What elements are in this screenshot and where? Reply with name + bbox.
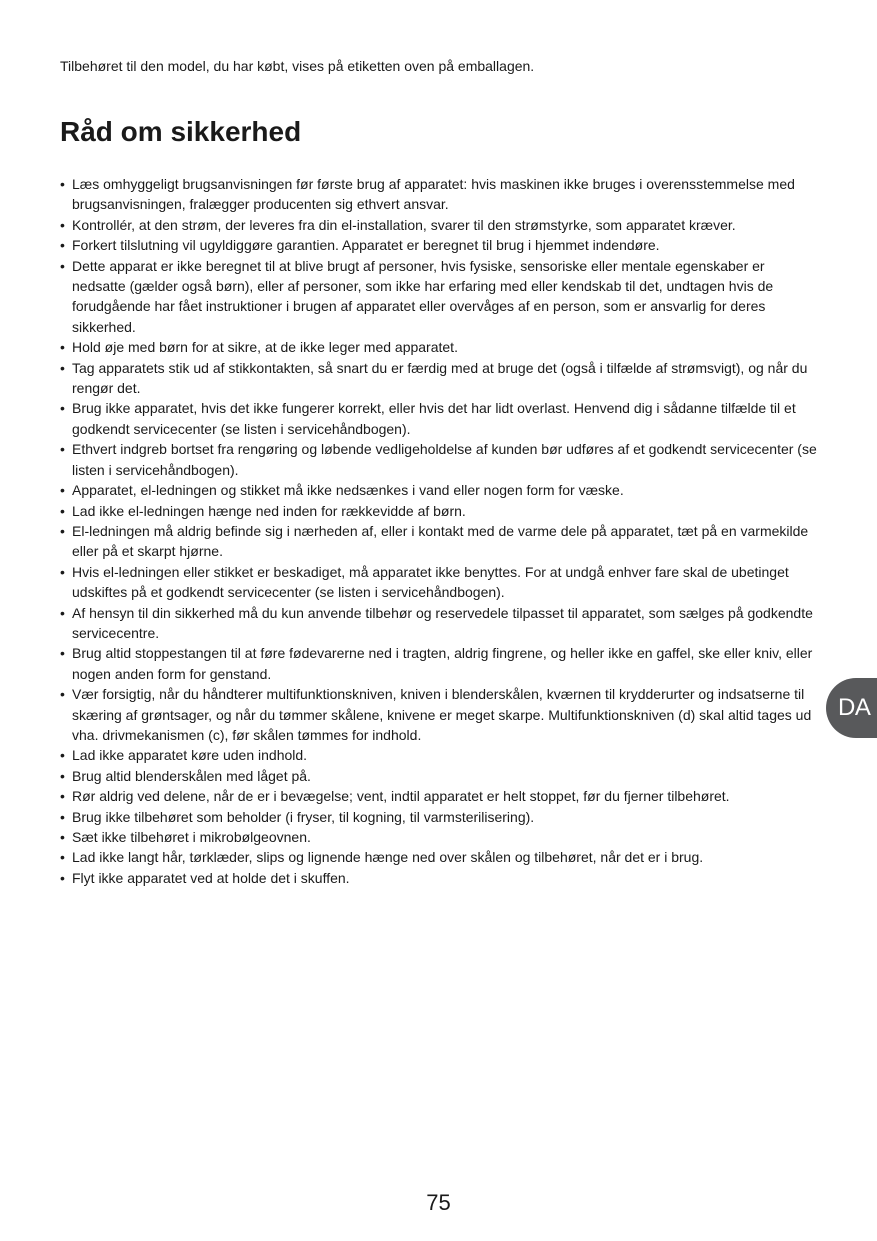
- bullet-dot: •: [60, 339, 65, 356]
- safety-list-item: [60, 501, 820, 521]
- safety-list-item-text: Brug altid blenderskålen med låget på.: [72, 767, 311, 784]
- bullet-dot: •: [60, 400, 65, 417]
- bullet-dot: •: [60, 686, 65, 703]
- safety-list: [60, 174, 820, 888]
- bullet-dot: •: [60, 522, 65, 539]
- bullet-dot: •: [60, 604, 65, 621]
- safety-list-item-text: Ethvert indgreb bortset fra rengøring og løbende vedligeholdelse af kunden bør udføres af et godkendt servicecenter (se listen i servicehåndbogen).: [72, 441, 817, 478]
- safety-list-item: [60, 603, 820, 644]
- safety-list-item-text: Brug altid stoppestangen til at føre fødevarerne ned i tragten, aldrig fingrene, og heller ikke en gaffel, ske eller kniv, eller nogen anden form for genstand.: [72, 645, 813, 682]
- safety-list-item-text: Læs omhyggeligt brugsanvisningen før første brug af apparatet: hvis maskinen ikke bruges i overensstemmelse med brugsanvisningen, fralægger producenten sig ethvert ansvar.: [72, 176, 795, 213]
- safety-list-item: [60, 235, 820, 255]
- safety-list-item-text: Brug ikke apparatet, hvis det ikke fungerer korrekt, eller hvis det har lidt overlast. Henvend dig i sådanne tilfælde til et godkendt servicecenter (se listen i servicehåndbogen).: [72, 400, 796, 437]
- safety-list-item-text: Apparatet, el-ledningen og stikket må ikke nedsænkes i vand eller nogen form for væske.: [72, 482, 624, 499]
- bullet-dot: •: [60, 563, 65, 580]
- bullet-dot: •: [60, 747, 65, 764]
- safety-list-item: [60, 256, 820, 338]
- safety-list-item: [60, 643, 820, 684]
- bullet-dot: •: [60, 502, 65, 519]
- safety-list-item: [60, 868, 820, 888]
- bullet-dot: •: [60, 176, 65, 192]
- safety-list-item-text: Brug ikke tilbehøret som beholder (i fryser, til kogning, til varmsterilisering).: [72, 808, 535, 825]
- safety-list-item: [60, 215, 820, 235]
- safety-list-item-text: Lad ikke el-ledningen hænge ned inden for rækkevidde af børn.: [72, 502, 466, 519]
- bullet-dot: •: [60, 808, 65, 825]
- intro-text: Tilbehøret til den model, du har købt, vises på etiketten oven på emballagen.: [60, 58, 535, 74]
- bullet-dot: •: [60, 829, 65, 845]
- safety-list-item-text: Lad ikke langt hår, tørklæder, slips og lignende hænge ned over skålen og tilbehøret, når det er i brug.: [72, 849, 704, 866]
- safety-list-item: [60, 480, 820, 500]
- safety-list-item: [60, 745, 820, 765]
- safety-list-item: [60, 337, 820, 357]
- bullet-dot: •: [60, 257, 65, 274]
- safety-list-item-text: Hvis el-ledningen eller stikket er beskadiget, må apparatet ikke benyttes. For at undgå enhver fare skal de ubetinget udskiftes på et godkendt servicecenter (se listen i servicehåndbogen).: [72, 563, 789, 601]
- bullet-dot: •: [60, 849, 65, 866]
- safety-list-item: [60, 521, 820, 562]
- safety-list-item: [60, 807, 820, 827]
- language-tab: [826, 678, 877, 738]
- safety-list-item-text: Af hensyn til din sikkerhed må du kun anvende tilbehør og reservedele tilpasset til apparatet, som sælges på godkendte servicecentre.: [72, 604, 813, 641]
- safety-list-item: [60, 786, 820, 806]
- safety-list-item-text: Lad ikke apparatet køre uden indhold.: [72, 747, 308, 764]
- bullet-dot: •: [60, 359, 65, 376]
- safety-list-item-text: Sæt ikke tilbehøret i mikrobølgeovnen.: [72, 829, 311, 845]
- safety-list-item: [60, 358, 820, 399]
- safety-list-item: [60, 398, 820, 439]
- safety-list-item: [60, 766, 820, 786]
- safety-list-item-text: Dette apparat er ikke beregnet til at blive brugt af personer, hvis fysiske, sensoriske eller mentale egenskaber er nedsatte (gælder også børn), eller af personer, som ikke har erfaring med eller kendskab til det, undtagen hvis de forudgående har fået instruktioner i brugen af apparatet eller overvåges af en person, som er ansvarlig for deres sikkerhed.: [72, 257, 774, 335]
- safety-list-item-text: Kontrollér, at den strøm, der leveres fra din el-installation, svarer til den strømstyrke, som apparatet kræver.: [72, 216, 736, 233]
- safety-list-item: [60, 827, 820, 847]
- bullet-dot: •: [60, 869, 65, 886]
- bullet-dot: •: [60, 645, 65, 662]
- section-title: Råd om sikkerhed: [60, 116, 302, 147]
- safety-list-item-text: Vær forsigtig, når du håndterer multifunktionskniven, kniven i blenderskålen, kværnen til krydderurter og indsatserne til skæring af grøntsager, og når du tømmer skålene, knivene er meget skarpe. Multifunktionskniven (d) skal altid tages ud vha. drivmekanismen (c), før skålen tømmes for indhold.: [72, 686, 812, 743]
- safety-list-item: [60, 174, 820, 215]
- safety-list-item-text: El-ledningen må aldrig befinde sig i nærheden af, eller i kontakt med de varme dele på apparatet, tæt på en varmekilde eller på et skarpt hjørne.: [72, 522, 809, 560]
- bullet-dot: •: [60, 482, 65, 499]
- safety-list-item-text: Forkert tilslutning vil ugyldiggøre garantien. Apparatet er beregnet til brug i hjemmet indendøre.: [72, 237, 660, 254]
- bullet-dot: •: [60, 216, 65, 233]
- page-number: 75: [426, 1190, 451, 1215]
- safety-list-item-text: Tag apparatets stik ud af stikkontakten, så snart du er færdig med at bruge det (også i tilfælde af strømsvigt), og når du rengør det.: [72, 359, 808, 397]
- bullet-dot: •: [60, 237, 65, 254]
- bullet-dot: •: [60, 767, 65, 784]
- bullet-dot: •: [60, 441, 65, 458]
- language-tab-label: DA: [838, 694, 871, 721]
- safety-list-item-text: Rør aldrig ved delene, når de er i bevægelse; vent, indtil apparatet er helt stoppet, før du fjerner tilbehøret.: [72, 788, 730, 805]
- safety-list-item: [60, 684, 820, 745]
- safety-list-item-text: Hold øje med børn for at sikre, at de ikke leger med apparatet.: [72, 339, 458, 356]
- safety-list-item: [60, 439, 820, 480]
- safety-list-item-text: Flyt ikke apparatet ved at holde det i skuffen.: [72, 869, 350, 886]
- safety-list-item: [60, 847, 820, 867]
- bullet-dot: •: [60, 788, 65, 805]
- safety-list-item: [60, 562, 820, 603]
